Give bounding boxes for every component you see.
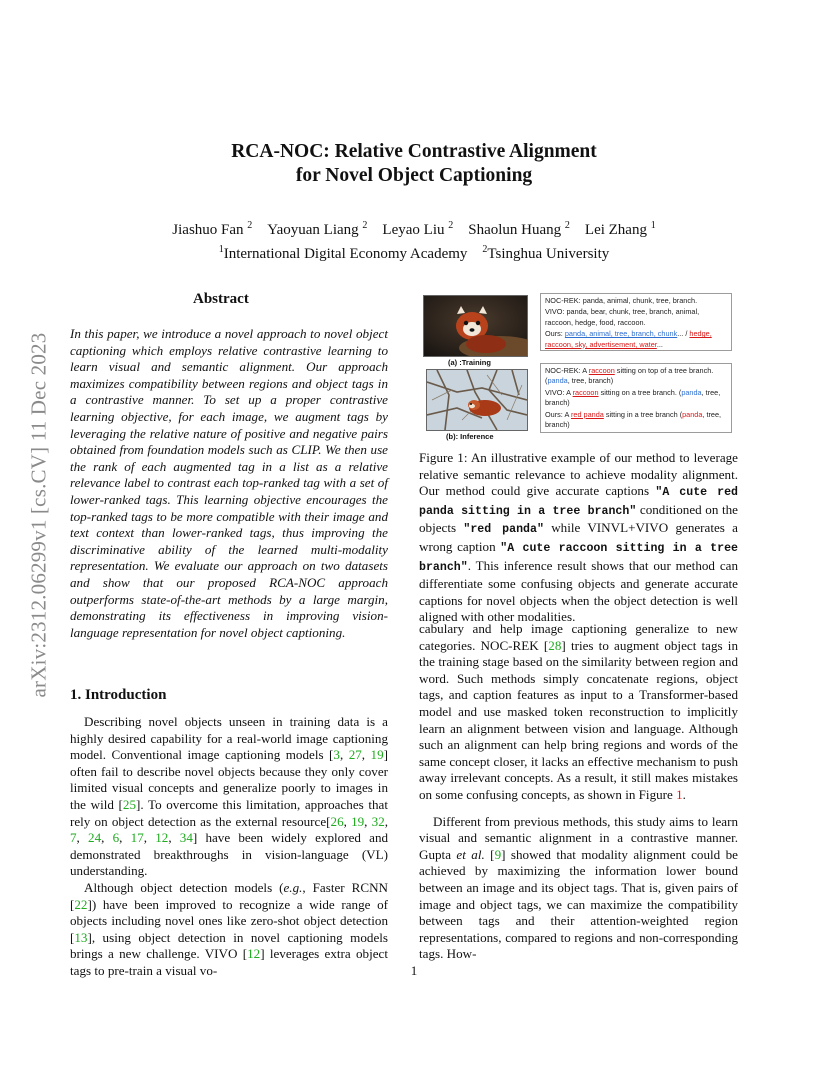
figure-box-line (545, 329, 727, 350)
right-paragraph-1 (419, 621, 738, 804)
figure-ref-link[interactable]: 1 (676, 786, 683, 802)
text-run: , tree, branch) (545, 387, 721, 408)
text-run: , (364, 813, 372, 829)
text-run: conditioned on the objects (419, 501, 738, 536)
text-run: , (361, 747, 371, 763)
text-run: , (119, 830, 131, 846)
figure-1-caption (419, 450, 738, 626)
text-run: Although object detection models ( (84, 879, 284, 895)
citation-link[interactable]: 7 (70, 830, 77, 846)
citation-link[interactable]: 3 (333, 747, 340, 763)
text-run: Figure 1: An illustrative example of our method to leverage relative semantic relevance to achieve modality alignment. Our method could give accurate captions (419, 450, 738, 499)
figure-label-training: (a) :Training (448, 358, 491, 367)
highlighted-term: hedge, raccoon, sky, advertisement, water (545, 329, 712, 349)
highlighted-term: raccoon (572, 387, 599, 397)
text-run: Describing novel objects unseen in training data is a highly desired capability for a real-world image captioning model. Conventional image captioning models [ (70, 714, 388, 763)
highlighted-term: raccoon (588, 366, 615, 375)
text-run: ... / (677, 329, 690, 339)
section-heading-introduction: 1. Introduction (70, 687, 167, 703)
highlighted-term: panda, animal, tree, branch, chunk (564, 329, 678, 339)
author-affiliation-mark: 1 (650, 220, 656, 231)
text-run: ] leverages extra object tags to pre-train a visual vo- (70, 946, 389, 978)
text-run: [ (484, 846, 495, 862)
citation-link[interactable]: 6 (112, 830, 120, 846)
arxiv-identifier: arXiv:2312.06299v1 [cs.CV] 11 Dec 2023 (26, 332, 51, 698)
arxiv-side-stamp (14, 265, 64, 765)
text-run: , (343, 813, 352, 829)
citation-link[interactable]: 24 (88, 830, 102, 846)
author-name: Yaoyuan Liang $^2$ (267, 220, 368, 238)
citation-link[interactable]: 12 (247, 946, 261, 962)
author-affiliation-mark: 2 (362, 220, 368, 231)
right-paragraph-2 (419, 814, 738, 963)
text-run: while VINVL+VIVO generates a wrong caption (419, 520, 738, 554)
text-run: e.g. (283, 879, 303, 895)
author-name: Leyao Liu $^2$ (382, 220, 454, 238)
text-run: , (168, 830, 180, 846)
text-run: ] often fail to describe novel objects because they only cover limited visual concepts and generalize poorly to images in the wild [ (70, 747, 388, 812)
citation-link[interactable]: 26 (330, 813, 344, 829)
highlighted-term: red panda (570, 409, 604, 419)
text-run: , tree, branch) (545, 409, 722, 430)
author-affiliation-mark: 2 (564, 220, 570, 231)
text-run: , (143, 830, 156, 846)
inference-photo-red-panda-tree (426, 369, 528, 431)
author-affiliation-mark: 2 (448, 220, 454, 231)
text-run: . This inference result shows that our method can differentiate some confusing objects and generate accurate captions for novel objects when the object detection is well aligned with other modalities. (419, 557, 738, 625)
text-run: Different from previous methods, this study aims to learn visual and semantic alignment in a contrastive manner. Gupta (419, 813, 738, 862)
text-run: "red panda" (463, 523, 544, 537)
citation-link[interactable]: 22 (74, 896, 88, 912)
citation-link[interactable]: 28 (548, 637, 562, 653)
text-run: , (76, 830, 89, 846)
citation-link[interactable]: 25 (122, 796, 136, 812)
highlighted-term: panda (547, 376, 568, 386)
text-run: sitting in a tree branch ( (603, 409, 683, 419)
text-run: ] have been widely explored and demonstrated breakthroughs in vision-language (VL) understanding. (70, 830, 389, 879)
citation-link[interactable]: 17 (130, 830, 144, 846)
text-run: et al. (456, 846, 485, 862)
author-name: Lei Zhang $^1$ (584, 220, 656, 238)
affiliation-list (0, 240, 828, 264)
text-run: Ours: (545, 329, 565, 339)
author-block (0, 216, 828, 264)
text-run: , Faster RCNN [ (70, 879, 388, 912)
text-run: ], using object detection in novel captioning models brings a new challenge. VIVO [ (70, 929, 388, 962)
intro-paragraph-1 (70, 714, 388, 880)
text-run: ]. To overcome this limitation, approaches that rely on object detection as the external resource[ (70, 796, 389, 829)
citation-link[interactable]: 13 (74, 929, 88, 945)
paper-title (0, 140, 828, 188)
title-line-1: RCA-NOC: Relative Contrastive Alignment (231, 141, 597, 162)
abstract-text: In this paper, we introduce a novel approach to novel object captioning which employs relative contrastive learning to learn visual and semantic alignment. Our approach maximizes compatibility between regions and object tags in a contrastive manner. To set up a proper contrastive learning objective, for each image, we augment tags by leveraging the relative nature of positive and negative pairs obtained from foundation models such as CLIP. We then use the rank of each augmented tag in a list as a relative relevance label to contrast each top-ranked tag with a set of lower-ranked tags. This learning objective encourages the top-ranked tags to be more compatible with their image and text context than lower-ranked tags, thus improving the discriminative ability of the learned multi-modality representation. We evaluate our approach on two datasets and show that our proposed RCA-NOC approach outperforms state-of-the-art methods by a large margin, demonstrating its effectiveness in improving vision-language representation for novel object captioning. (70, 326, 388, 640)
inference-captions-box (540, 363, 732, 433)
right-column-body (419, 621, 738, 963)
author-list (0, 216, 828, 240)
citation-link[interactable]: 19 (370, 747, 384, 763)
page-number: 1 (410, 963, 418, 978)
text-run: VIVO: panda, bear, chunk, tree, branch, animal, raccoon, hedge, food, raccoon. (545, 307, 700, 327)
citation-link[interactable]: 19 (351, 813, 365, 829)
text-run: sitting on top of a tree branch. ( (545, 366, 714, 386)
text-run: cabulary and help image captioning generalize to new categories. NOC-REK [ (419, 621, 738, 653)
figure-box-line (545, 307, 727, 328)
citation-link[interactable]: 12 (155, 830, 169, 846)
text-run: VIVO: A (545, 387, 573, 397)
affiliation-name: International Digital Economy Academy (223, 246, 468, 262)
citation-link[interactable]: 27 (348, 747, 362, 763)
text-run: NOC-REK: panda, animal, chunk, tree, branch. (545, 296, 698, 305)
author-affiliation-mark: 2 (247, 220, 253, 231)
text-run: . (682, 786, 686, 802)
figure-label-inference: (b): Inference (446, 432, 494, 441)
text-run: "A cute red panda sitting in a tree branch" (419, 486, 738, 518)
highlighted-term: panda (681, 387, 702, 397)
text-run: , (384, 813, 389, 829)
author-name: Shaolun Huang $^2$ (468, 220, 570, 238)
title-line-2: for Novel Object Captioning (295, 165, 533, 186)
author-name: Jiashuo Fan $^2$ (172, 220, 253, 238)
text-run: , (101, 830, 113, 846)
figure-box-line (545, 296, 727, 306)
text-run: ] showed that modality alignment could be achieved by maximizing the information lower bound between an image and its object tags. That is, given pairs of image and object tags, we can maximize the compatibility between tags and their attention-weighted region representations, compared to regions and non-corresponding tags. How- (419, 846, 738, 962)
figure-box-line (545, 410, 727, 431)
text-run: "A cute raccoon sitting in a tree branch" (419, 541, 739, 574)
text-run: ]) have been improved to recognize a wide range of objects including novel ones like zero-shot object detection [ (70, 896, 388, 945)
affiliation-number: 2 (482, 244, 488, 255)
citation-link[interactable]: 9 (494, 846, 502, 862)
text-run: ] tries to augment object tags in the training stage based on the similarity between region and word. Such methods simply concatenate regions, object tags, and caption features as input to a Transformer-based model and use masked token reconstruction to implicitly learn an alignment between vision and language. Although such an alignment can help bring regions and words of the same concept closer, it lacks an effective mechanism to push away irrelevant concepts. As a result, it still makes mistakes on some confusing concepts, as shown in Figure (419, 637, 738, 802)
highlighted-term: panda (682, 409, 703, 419)
text-run: , tree, branch) (567, 376, 614, 386)
text-run: ... (656, 339, 663, 349)
figure-box-line (545, 366, 727, 387)
affiliation-name: Tsinghua University (487, 246, 610, 262)
text-run: , (339, 747, 349, 763)
training-tags-box (540, 293, 732, 351)
citation-link[interactable]: 34 (179, 830, 193, 846)
introduction-body (70, 714, 388, 980)
figure-box-line (545, 388, 727, 409)
training-photo-red-panda (423, 295, 528, 357)
citation-link[interactable]: 32 (371, 813, 385, 829)
affiliation-number: 1 (218, 244, 224, 255)
text-run: Ours: A (545, 409, 571, 419)
abstract-heading: Abstract (193, 291, 249, 307)
text-run: sitting on a tree branch. ( (598, 387, 682, 397)
text-run: NOC-REK: A (545, 366, 589, 375)
